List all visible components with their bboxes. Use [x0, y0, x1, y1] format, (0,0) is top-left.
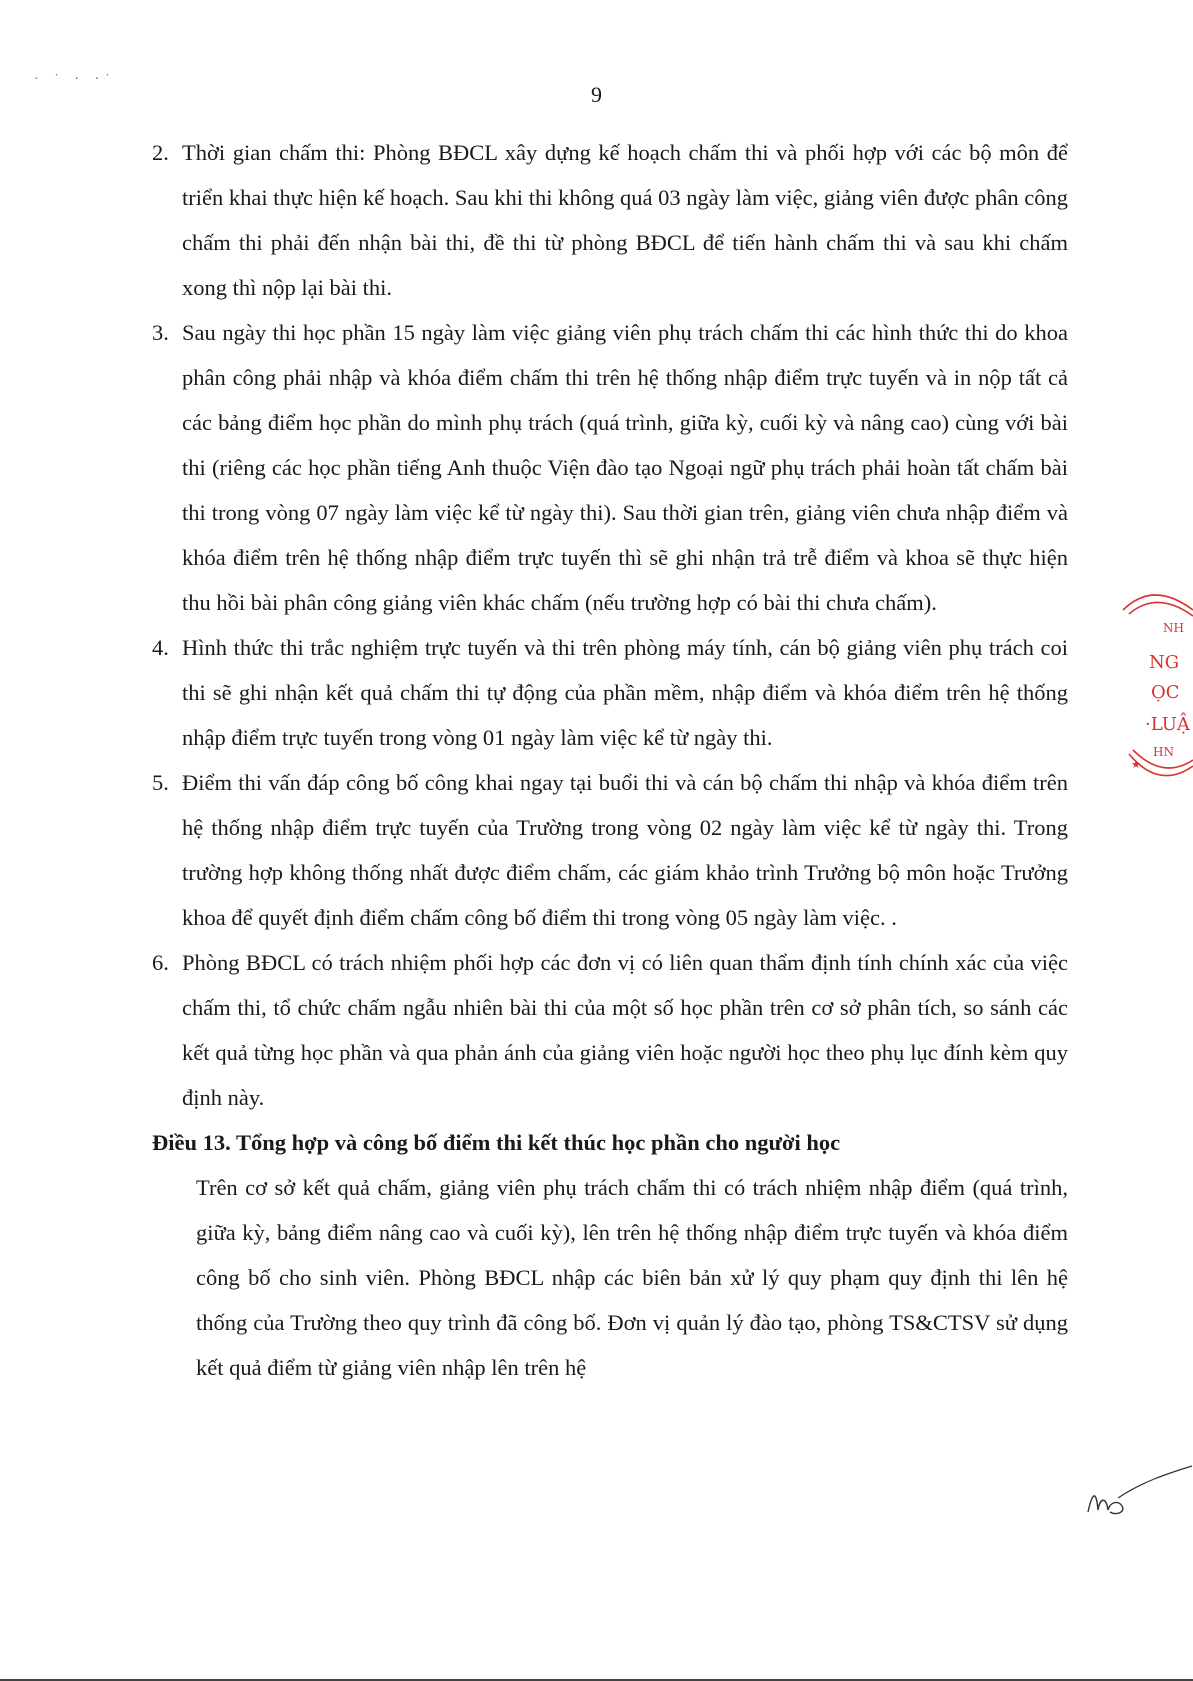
- svg-text:NH: NH: [1163, 621, 1184, 635]
- list-item-number: 6.: [152, 950, 169, 975]
- list-item-number: 3.: [152, 320, 169, 345]
- svg-text:NG: NG: [1149, 652, 1180, 673]
- list-item: [152, 760, 1068, 940]
- stamp-seal: [1113, 590, 1193, 820]
- article-heading: Điều 13. Tổng hợp và công bố điểm thi kết thúc học phần cho người học: [152, 1130, 841, 1155]
- list-item-number: 5.: [152, 770, 169, 795]
- list-item-text: Sau ngày thi học phần 15 ngày làm việc giảng viên phụ trách chấm thi các hình thức thi do khoa phân công phải nhập và khóa điểm chấm thi trên hệ thống nhập điểm trực tuyến và in nộp tất cả các bảng điểm học phần do mình phụ trách (quá trình, giữa kỳ, cuối kỳ và nâng cao) cùng với bài thi (riêng các học phần tiếng Anh thuộc Viện đào tạo Ngoại ngữ phụ trách phải hoàn tất chấm bài thi trong vòng 07 ngày làm việc kể từ ngày thi). Sau thời gian trên, giảng viên chưa nhập điểm và khóa điểm trên hệ thống nhập điểm trực tuyến thì sẽ ghi nhận trả trễ điểm và khoa sẽ thực hiện thu hồi bài phân công giảng viên khác chấm (nếu trường hợp có bài thi chưa chấm).: [182, 320, 1068, 615]
- document-body: [152, 130, 1068, 1390]
- list-item-text: Hình thức thi trắc nghiệm trực tuyến và thi trên phòng máy tính, cán bộ giảng viên phụ trách coi thi sẽ ghi nhận kết quả chấm thi tự động của phần mềm, nhập điểm và khóa điểm trên hệ thống nhập điểm trực tuyến trong vòng 01 ngày làm việc kể từ ngày thi.: [182, 635, 1068, 750]
- signature-initials: [1082, 1454, 1193, 1524]
- list-item-number: 2.: [152, 140, 169, 165]
- page-number: 9: [591, 82, 602, 107]
- list-item: [152, 310, 1068, 625]
- list-item: [152, 130, 1068, 310]
- svg-text:HN: HN: [1153, 745, 1174, 759]
- list-item-number: 4.: [152, 635, 169, 660]
- svg-text:★: ★: [1131, 758, 1141, 771]
- list-item: [152, 940, 1068, 1120]
- list-item-text: Điểm thi vấn đáp công bố công khai ngay tại buổi thi và cán bộ chấm thi nhập và khóa điểm trên hệ thống nhập điểm trực tuyến của Trường trong vòng 02 ngày làm việc kể từ ngày thi. Trong trường hợp không thống nhất được điểm chấm, các giám khảo trình Trưởng bộ môn hoặc Trưởng khoa để quyết định điểm chấm công bố điểm thi trong vòng 05 ngày làm việc. .: [182, 770, 1068, 930]
- svg-text:ỌC: ỌC: [1151, 682, 1180, 703]
- svg-text:·LUẬ: ·LUẬ: [1145, 714, 1190, 735]
- scan-specks: · ˙ · ·˙: [34, 72, 116, 87]
- list-item-text: Thời gian chấm thi: Phòng BĐCL xây dựng kế hoạch chấm thi và phối hợp với các bộ môn để triển khai thực hiện kế hoạch. Sau khi thi không quá 03 ngày làm việc, giảng viên được phân công chấm thi phải đến nhận bài thi, đề thi từ phòng BĐCL để tiến hành chấm thi và sau khi chấm xong thì nộp lại bài thi.: [182, 140, 1068, 300]
- list-item: [152, 625, 1068, 760]
- list-item-text: Phòng BĐCL có trách nhiệm phối hợp các đơn vị có liên quan thẩm định tính chính xác của việc chấm thi, tổ chức chấm ngẫu nhiên bài thi của một số học phần trên cơ sở phân tích, so sánh các kết quả từng học phần và qua phản ánh của giảng viên hoặc người học theo phụ lục đính kèm quy định này.: [182, 950, 1068, 1110]
- article-paragraph: Trên cơ sở kết quả chấm, giảng viên phụ trách chấm thi có trách nhiệm nhập điểm (quá trình, giữa kỳ, bảng điểm nâng cao và cuối kỳ), lên trên hệ thống nhập điểm trực tuyến và khóa điểm công bố cho sinh viên. Phòng BĐCL nhập các biên bản xử lý quy phạm quy định thi lên hệ thống của Trường theo quy trình đã công bố. Đơn vị quản lý đào tạo, phòng TS&CTSV sử dụng kết quả điểm từ giảng viên nhập lên trên hệ: [196, 1175, 1068, 1380]
